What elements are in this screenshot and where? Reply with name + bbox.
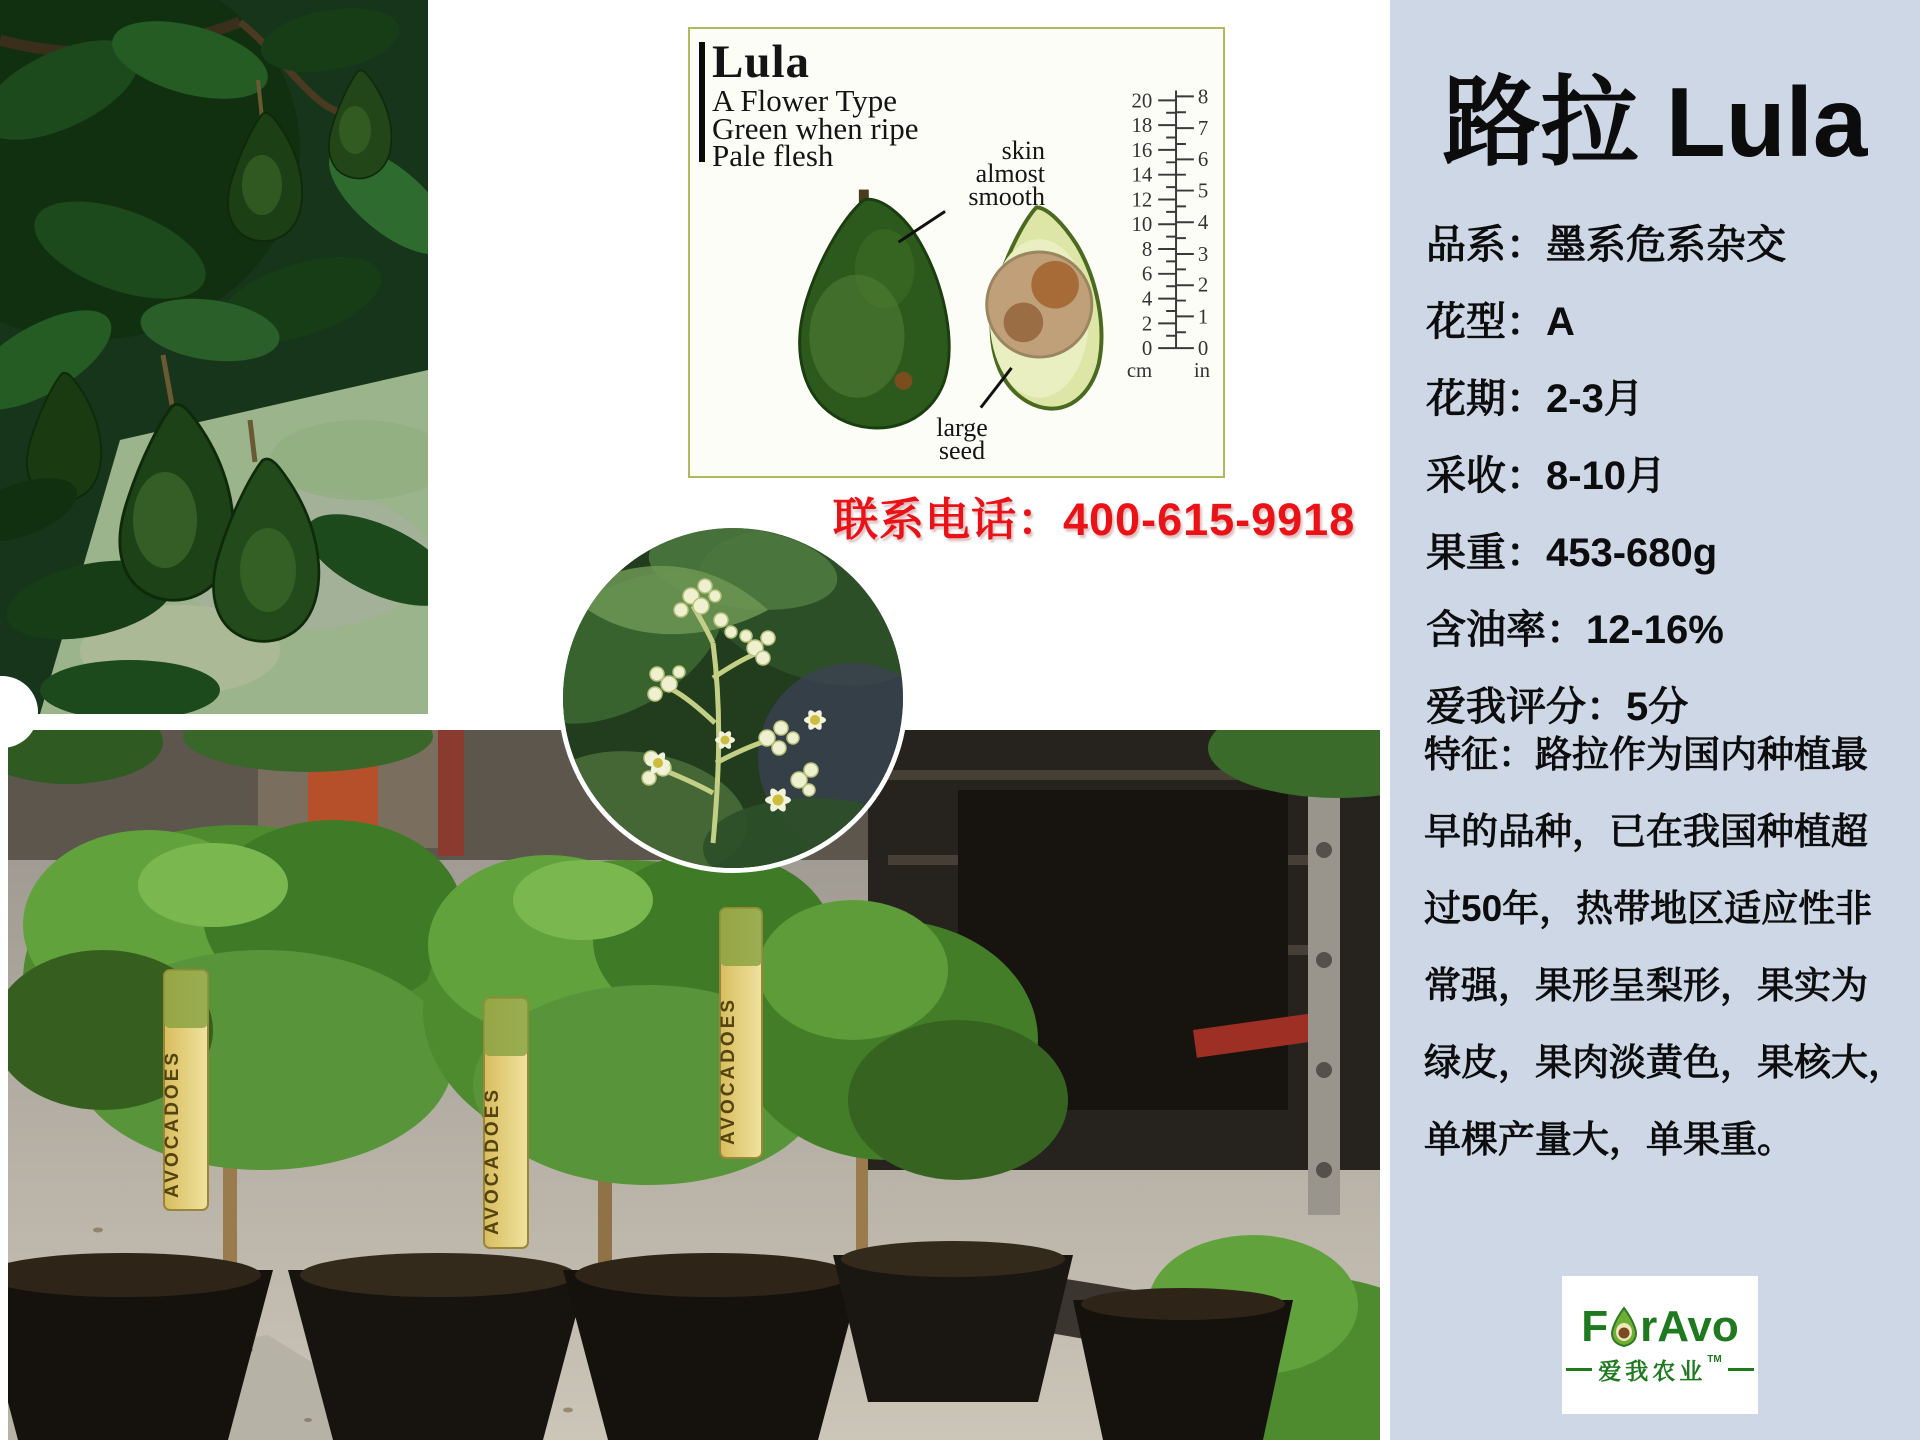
- feature-line: 早的品种，已在我国种植超: [1424, 811, 1868, 852]
- spec-fruit-weight: 果重：453-680g: [1426, 531, 1718, 575]
- feature-line: 绿皮，果肉淡黄色，果核大，: [1424, 1042, 1905, 1083]
- diagram-variety-title: Lula: [712, 36, 811, 88]
- ruler-cm-tick: 0: [1141, 336, 1153, 361]
- pot-tag-label: AVOCADOES: [162, 1049, 183, 1198]
- spec-flower-type: 花型：A: [1426, 300, 1575, 344]
- ruler-in-tick: 5: [1197, 178, 1209, 203]
- diagram-subtitle-line: Pale flesh: [712, 138, 834, 173]
- ruler-cm-tick: 2: [1141, 311, 1153, 336]
- tree-photo: [0, 0, 428, 714]
- spec-oil-content: 含油率：12-16%: [1426, 608, 1724, 652]
- spec-breed: 品系：墨系危系杂交: [1426, 223, 1786, 267]
- ruler-in-tick: 3: [1197, 241, 1209, 266]
- seed-callout-line: [981, 368, 1012, 408]
- feature-line: 单棵产量大，单果重。: [1424, 1119, 1794, 1160]
- pot-tag-label: AVOCADOES: [718, 996, 739, 1145]
- skin-callout-line1: skin: [1001, 136, 1045, 165]
- spec-list: [1426, 207, 1786, 746]
- info-sidebar: [1390, 0, 1920, 1440]
- ruler-cm-unit: cm: [1126, 357, 1153, 382]
- pot-tag-label: AVOCADOES: [482, 1086, 503, 1235]
- flower-photo: [558, 523, 908, 873]
- ruler-in-unit: in: [1193, 357, 1211, 382]
- ruler-in-tick: 7: [1197, 116, 1209, 141]
- foravo-logo: [1562, 1276, 1758, 1414]
- seed-callout-label: [912, 413, 1012, 465]
- ruler-cm-tick: 8: [1141, 236, 1153, 261]
- logo-subtitle-row: [1560, 1353, 1759, 1386]
- flower-photo-illustration: [563, 528, 903, 868]
- ruler-in-tick: 8: [1197, 84, 1209, 109]
- brand-rest: rAvo: [1640, 1301, 1739, 1351]
- diagram-title-block: [712, 36, 919, 173]
- brand-letter-f: F: [1581, 1301, 1609, 1351]
- ruler-cm-tick: 6: [1141, 261, 1153, 286]
- trademark-mark: TM: [1707, 1353, 1722, 1365]
- ruler-cm-tick: 20: [1131, 88, 1153, 113]
- feature-line: 特征：路拉作为国内种植最: [1424, 734, 1868, 775]
- ruler-in-tick: 4: [1197, 210, 1209, 235]
- whole-avocado-illustration: [800, 190, 949, 428]
- contact-phone: 联系电话：400-615-9918: [833, 494, 1356, 545]
- skin-callout-line2: almost: [975, 159, 1045, 188]
- cm-inch-ruler: [1158, 90, 1194, 348]
- skin-callout-line3: smooth: [968, 182, 1045, 211]
- ruler-cm-tick: 18: [1131, 113, 1153, 138]
- ruler-cm-tick: 16: [1131, 137, 1153, 162]
- logo-left-dash: [1566, 1368, 1592, 1371]
- spec-harvest: 采收：8-10月: [1426, 454, 1667, 498]
- diagram-subtitle-line: A Flower Type: [712, 83, 897, 118]
- variety-title: 路拉 Lula: [1442, 67, 1868, 177]
- ruler-labels: [1127, 84, 1211, 382]
- seed-callout-line2: seed: [938, 436, 986, 465]
- logo-right-dash: [1728, 1368, 1754, 1371]
- ruler-cm-tick: 14: [1131, 162, 1153, 187]
- feature-line: 过50年，热带地区适应性非: [1424, 888, 1873, 929]
- spec-rating: 爱我评分：5分: [1426, 685, 1689, 729]
- tree-photo-illustration: [0, 0, 428, 714]
- spec-bloom-period: 花期：2-3月: [1426, 377, 1644, 421]
- variety-diagram-card: [688, 27, 1225, 478]
- seed-callout-line1: large: [936, 413, 988, 442]
- diagram-subtitle-line: Green when ripe: [712, 110, 919, 146]
- logo-subtitle: 爱我农业: [1598, 1357, 1707, 1384]
- title-accent-bar: [699, 42, 705, 162]
- foravo-wordmark: [1581, 1301, 1739, 1351]
- ruler-in-tick: 0: [1197, 336, 1209, 361]
- feature-paragraph: [1424, 716, 1905, 1178]
- ruler-in-tick: 1: [1197, 304, 1209, 329]
- avocado-icon: [1609, 1306, 1639, 1348]
- ruler-cm-tick: 12: [1131, 187, 1153, 212]
- ruler-cm-tick: 10: [1131, 212, 1153, 237]
- ruler-cm-tick: 4: [1141, 286, 1153, 311]
- ruler-in-tick: 6: [1197, 146, 1209, 171]
- ruler-in-tick: 2: [1197, 272, 1209, 297]
- skin-callout-label: [933, 136, 1045, 211]
- feature-line: 常强，果形呈梨形，果实为: [1424, 965, 1868, 1006]
